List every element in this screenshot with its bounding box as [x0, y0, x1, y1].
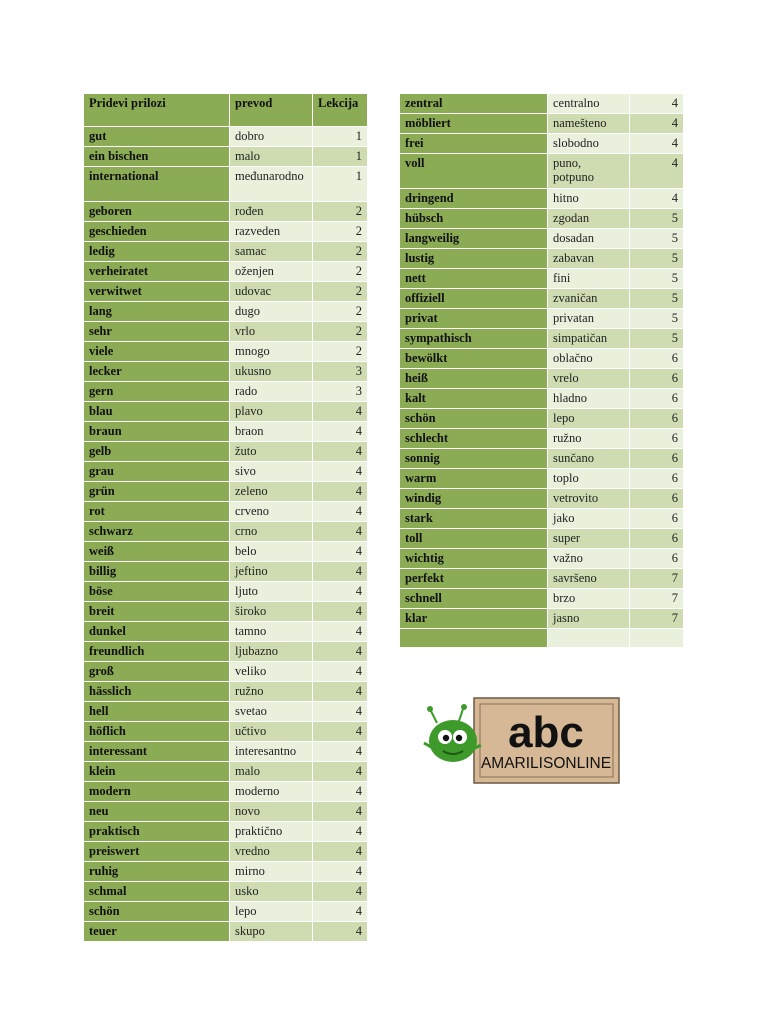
table-row [84, 602, 368, 622]
word-cell: freundlich [84, 642, 230, 662]
translation-cell: skupo [230, 922, 313, 942]
word-cell: ledig [84, 242, 230, 262]
lesson-cell: 4 [313, 822, 368, 842]
lesson-cell: 5 [630, 309, 684, 329]
lesson-cell: 4 [313, 862, 368, 882]
table-row [84, 822, 368, 842]
translation-cell: interesantno [230, 742, 313, 762]
lesson-cell: 4 [313, 842, 368, 862]
lesson-cell: 4 [313, 702, 368, 722]
translation-cell: super [548, 529, 630, 549]
word-cell: schmal [84, 882, 230, 902]
word-cell: gut [84, 127, 230, 147]
translation-cell: tamno [230, 622, 313, 642]
translation-cell: novo [230, 802, 313, 822]
translation-cell: zeleno [230, 482, 313, 502]
table-row [84, 862, 368, 882]
translation-cell: vredno [230, 842, 313, 862]
lesson-cell: 4 [313, 682, 368, 702]
word-cell: toll [400, 529, 548, 549]
lesson-cell: 1 [313, 147, 368, 167]
table-row [400, 349, 684, 369]
table-row [84, 722, 368, 742]
word-cell: böse [84, 582, 230, 602]
table-row [84, 582, 368, 602]
word-cell: verheiratet [84, 262, 230, 282]
header-translation: prevod [230, 94, 313, 127]
table-row [84, 322, 368, 342]
translation-cell: brzo [548, 589, 630, 609]
translation-cell: jeftino [230, 562, 313, 582]
table-row [84, 127, 368, 147]
translation-cell: važno [548, 549, 630, 569]
translation-cell: malo [230, 762, 313, 782]
table-row [84, 382, 368, 402]
word-cell: grün [84, 482, 230, 502]
translation-cell: ljubazno [230, 642, 313, 662]
word-cell: gelb [84, 442, 230, 462]
word-cell: interessant [84, 742, 230, 762]
table-row [84, 542, 368, 562]
table-row [84, 222, 368, 242]
lesson-cell: 2 [313, 242, 368, 262]
table-row [84, 202, 368, 222]
lesson-cell: 6 [630, 409, 684, 429]
table-row [84, 422, 368, 442]
translation-cell: mnogo [230, 342, 313, 362]
word-cell: geschieden [84, 222, 230, 242]
table-row [84, 462, 368, 482]
translation-cell: jako [548, 509, 630, 529]
word-cell: teuer [84, 922, 230, 942]
translation-cell: oblačno [548, 349, 630, 369]
table-row [400, 189, 684, 209]
translation-cell: dobro [230, 127, 313, 147]
table-body-right [400, 94, 684, 648]
translation-cell: ljuto [230, 582, 313, 602]
table-row [84, 782, 368, 802]
table-row [400, 134, 684, 154]
table-row [84, 742, 368, 762]
word-cell: schön [400, 409, 548, 429]
table-row [400, 329, 684, 349]
word-cell: weiß [84, 542, 230, 562]
table-row [84, 282, 368, 302]
lesson-cell: 5 [630, 329, 684, 349]
abc-amarilisonline-logo [423, 697, 621, 785]
vocabulary-table-left [84, 94, 368, 942]
lesson-cell: 2 [313, 202, 368, 222]
logo-brand: abc [508, 708, 584, 757]
word-cell: international [84, 167, 230, 202]
word-cell: modern [84, 782, 230, 802]
table-row [84, 302, 368, 322]
table-row [84, 242, 368, 262]
word-cell: voll [400, 154, 548, 189]
translation-cell: mirno [230, 862, 313, 882]
word-cell: lustig [400, 249, 548, 269]
lesson-cell: 4 [630, 189, 684, 209]
translation-cell: razveden [230, 222, 313, 242]
header-lesson: Lekcija [313, 94, 368, 127]
table-row [400, 369, 684, 389]
lesson-cell: 6 [630, 429, 684, 449]
lesson-cell: 4 [313, 482, 368, 502]
table-row [84, 662, 368, 682]
translation-cell: široko [230, 602, 313, 622]
table-row [400, 154, 684, 189]
translation-cell: veliko [230, 662, 313, 682]
translation-cell: jasno [548, 609, 630, 629]
header-word: Pridevi prilozi [84, 94, 230, 127]
word-cell: warm [400, 469, 548, 489]
table-row [84, 562, 368, 582]
translation-cell: lepo [548, 409, 630, 429]
lesson-cell: 4 [313, 642, 368, 662]
lesson-cell: 4 [313, 902, 368, 922]
table-row [84, 502, 368, 522]
table-row [84, 402, 368, 422]
lesson-cell: 4 [313, 722, 368, 742]
word-cell: blau [84, 402, 230, 422]
lesson-cell: 2 [313, 302, 368, 322]
table-row [400, 269, 684, 289]
lesson-cell: 4 [630, 134, 684, 154]
table-row [84, 682, 368, 702]
logo-subtitle: AMARILISONLINE [480, 755, 612, 772]
translation-cell: oženjen [230, 262, 313, 282]
lesson-cell: 7 [630, 569, 684, 589]
translation-cell: žuto [230, 442, 313, 462]
translation-cell: vrlo [230, 322, 313, 342]
lesson-cell: 4 [313, 542, 368, 562]
word-cell [400, 629, 548, 648]
translation-cell: hitno [548, 189, 630, 209]
table-row [400, 229, 684, 249]
word-cell: groß [84, 662, 230, 682]
translation-cell: plavo [230, 402, 313, 422]
translation-cell: praktično [230, 822, 313, 842]
word-cell: lecker [84, 362, 230, 382]
table-row [400, 489, 684, 509]
table-row [400, 549, 684, 569]
translation-cell: slobodno [548, 134, 630, 154]
lesson-cell: 2 [313, 322, 368, 342]
word-cell: ruhig [84, 862, 230, 882]
word-cell: geboren [84, 202, 230, 222]
table-row [84, 642, 368, 662]
word-cell: zentral [400, 94, 548, 114]
lesson-cell: 5 [630, 209, 684, 229]
table-row [84, 522, 368, 542]
word-cell: bewölkt [400, 349, 548, 369]
word-cell: frei [400, 134, 548, 154]
translation-cell: učtivo [230, 722, 313, 742]
translation-cell: rođen [230, 202, 313, 222]
translation-cell: sunčano [548, 449, 630, 469]
word-cell: kalt [400, 389, 548, 409]
translation-cell: privatan [548, 309, 630, 329]
translation-cell: zvaničan [548, 289, 630, 309]
lesson-cell: 4 [313, 462, 368, 482]
table-header [84, 94, 368, 127]
lesson-cell: 4 [630, 114, 684, 134]
table-row [84, 482, 368, 502]
table-row [84, 882, 368, 902]
translation-cell: ukusno [230, 362, 313, 382]
table-row [84, 342, 368, 362]
translation-cell: zgodan [548, 209, 630, 229]
lesson-cell: 4 [313, 502, 368, 522]
word-cell: hell [84, 702, 230, 722]
translation-cell: namešteno [548, 114, 630, 134]
lesson-cell: 4 [313, 522, 368, 542]
lesson-cell: 5 [630, 269, 684, 289]
word-cell: gern [84, 382, 230, 402]
word-cell: schnell [400, 589, 548, 609]
vocabulary-table-right [400, 94, 684, 648]
lesson-cell: 4 [313, 422, 368, 442]
word-cell: braun [84, 422, 230, 442]
table-row [84, 362, 368, 382]
translation-cell: crno [230, 522, 313, 542]
logo-graphic [423, 697, 621, 785]
table-row [400, 629, 684, 648]
lesson-cell: 6 [630, 449, 684, 469]
lesson-cell: 4 [313, 582, 368, 602]
word-cell: sympathisch [400, 329, 548, 349]
lesson-cell: 4 [630, 94, 684, 114]
lesson-cell: 2 [313, 262, 368, 282]
translation-cell: vetrovito [548, 489, 630, 509]
word-cell: dringend [400, 189, 548, 209]
word-cell: perfekt [400, 569, 548, 589]
lesson-cell: 4 [313, 922, 368, 942]
translation-cell: lepo [230, 902, 313, 922]
lesson-cell [630, 629, 684, 648]
word-cell: sonnig [400, 449, 548, 469]
word-cell: dunkel [84, 622, 230, 642]
lesson-cell: 7 [630, 609, 684, 629]
word-cell: hübsch [400, 209, 548, 229]
lesson-cell: 4 [313, 402, 368, 422]
word-cell: ein bischen [84, 147, 230, 167]
lesson-cell: 6 [630, 349, 684, 369]
lesson-cell: 6 [630, 489, 684, 509]
table-row [84, 902, 368, 922]
translation-cell: puno, potpuno [548, 154, 630, 189]
table-row [400, 209, 684, 229]
word-cell: preiswert [84, 842, 230, 862]
table-row [400, 94, 684, 114]
word-cell: viele [84, 342, 230, 362]
word-cell: neu [84, 802, 230, 822]
lesson-cell: 4 [313, 802, 368, 822]
lesson-cell: 4 [313, 742, 368, 762]
lesson-cell: 6 [630, 549, 684, 569]
table-row [400, 114, 684, 134]
table-row [400, 449, 684, 469]
word-cell: klar [400, 609, 548, 629]
translation-cell: zabavan [548, 249, 630, 269]
translation-cell: moderno [230, 782, 313, 802]
table-row [400, 609, 684, 629]
table-row [400, 309, 684, 329]
word-cell: höflich [84, 722, 230, 742]
table-row [400, 469, 684, 489]
lesson-cell: 6 [630, 529, 684, 549]
word-cell: breit [84, 602, 230, 622]
table-row [84, 262, 368, 282]
table-row [400, 569, 684, 589]
table-row [400, 589, 684, 609]
bug-mascot-icon [424, 704, 481, 762]
word-cell: offiziell [400, 289, 548, 309]
table-row [84, 147, 368, 167]
translation-cell: savršeno [548, 569, 630, 589]
table-row [84, 442, 368, 462]
word-cell: praktisch [84, 822, 230, 842]
table-row [400, 429, 684, 449]
lesson-cell: 5 [630, 229, 684, 249]
table-row [400, 529, 684, 549]
translation-cell: belo [230, 542, 313, 562]
lesson-cell: 4 [313, 782, 368, 802]
table-row [400, 249, 684, 269]
word-cell: schön [84, 902, 230, 922]
lesson-cell: 4 [313, 562, 368, 582]
word-cell: klein [84, 762, 230, 782]
translation-cell: simpatičan [548, 329, 630, 349]
word-cell: möbliert [400, 114, 548, 134]
lesson-cell: 6 [630, 389, 684, 409]
translation-cell: dugo [230, 302, 313, 322]
lesson-cell: 7 [630, 589, 684, 609]
lesson-cell: 4 [313, 602, 368, 622]
lesson-cell: 2 [313, 342, 368, 362]
word-cell: privat [400, 309, 548, 329]
table-row [84, 842, 368, 862]
table-row [400, 389, 684, 409]
word-cell: schwarz [84, 522, 230, 542]
word-cell: rot [84, 502, 230, 522]
translation-cell: crveno [230, 502, 313, 522]
translation-cell: ružno [548, 429, 630, 449]
table-row [84, 922, 368, 942]
lesson-cell: 4 [630, 154, 684, 189]
lesson-cell: 5 [630, 289, 684, 309]
translation-cell: svetao [230, 702, 313, 722]
lesson-cell: 6 [630, 469, 684, 489]
word-cell: lang [84, 302, 230, 322]
word-cell: hässlich [84, 682, 230, 702]
word-cell: schlecht [400, 429, 548, 449]
word-cell: windig [400, 489, 548, 509]
translation-cell: braon [230, 422, 313, 442]
translation-cell: dosadan [548, 229, 630, 249]
translation-cell: međunarodno [230, 167, 313, 202]
word-cell: billig [84, 562, 230, 582]
word-cell: verwitwet [84, 282, 230, 302]
translation-cell: sivo [230, 462, 313, 482]
table-row [400, 509, 684, 529]
table-row [84, 762, 368, 782]
translation-cell: malo [230, 147, 313, 167]
translation-cell: usko [230, 882, 313, 902]
translation-cell: udovac [230, 282, 313, 302]
table-row [84, 702, 368, 722]
translation-cell: ružno [230, 682, 313, 702]
table-row [84, 167, 368, 202]
translation-cell: fini [548, 269, 630, 289]
table-body-left [84, 127, 368, 942]
translation-cell: toplo [548, 469, 630, 489]
lesson-cell: 1 [313, 167, 368, 202]
lesson-cell: 2 [313, 222, 368, 242]
lesson-cell: 4 [313, 442, 368, 462]
table-row [84, 802, 368, 822]
translation-cell: centralno [548, 94, 630, 114]
table-row [84, 622, 368, 642]
word-cell: sehr [84, 322, 230, 342]
lesson-cell: 6 [630, 369, 684, 389]
word-cell: nett [400, 269, 548, 289]
translation-cell: rado [230, 382, 313, 402]
word-cell: grau [84, 462, 230, 482]
lesson-cell: 4 [313, 662, 368, 682]
word-cell: wichtig [400, 549, 548, 569]
word-cell: stark [400, 509, 548, 529]
lesson-cell: 5 [630, 249, 684, 269]
lesson-cell: 4 [313, 882, 368, 902]
lesson-cell: 3 [313, 382, 368, 402]
lesson-cell: 1 [313, 127, 368, 147]
lesson-cell: 4 [313, 622, 368, 642]
translation-cell [548, 629, 630, 648]
word-cell: langweilig [400, 229, 548, 249]
word-cell: heiß [400, 369, 548, 389]
translation-cell: vrelo [548, 369, 630, 389]
lesson-cell: 4 [313, 762, 368, 782]
lesson-cell: 6 [630, 509, 684, 529]
table-row [400, 289, 684, 309]
table-row [400, 409, 684, 429]
lesson-cell: 3 [313, 362, 368, 382]
translation-cell: hladno [548, 389, 630, 409]
lesson-cell: 2 [313, 282, 368, 302]
translation-cell: samac [230, 242, 313, 262]
